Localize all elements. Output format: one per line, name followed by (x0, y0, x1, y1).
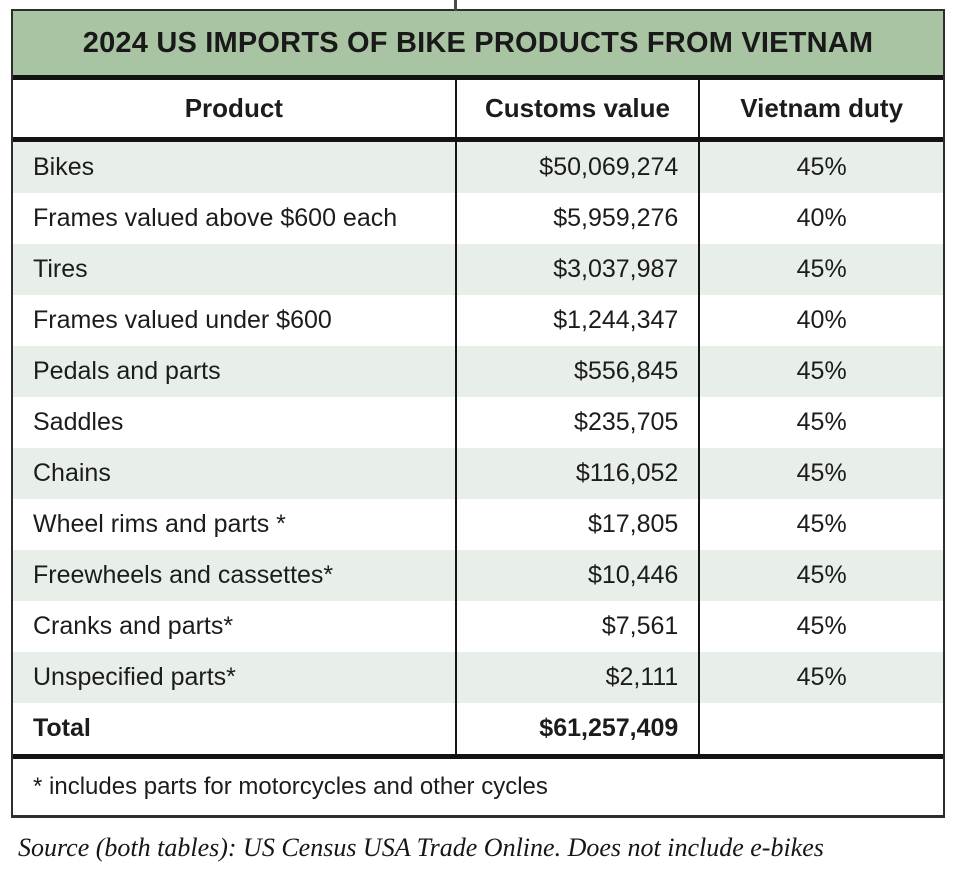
table-row (13, 652, 943, 703)
customs-value-cell: $116,052 (456, 448, 700, 499)
product-cell: Bikes (33, 153, 95, 181)
vietnam-duty-cell: 45% (699, 140, 943, 194)
vietnam-duty-cell: 40% (699, 295, 943, 346)
table-row (13, 550, 943, 601)
total-row (13, 703, 943, 757)
vietnam-duty-cell: 45% (699, 601, 943, 652)
product-cell: Tires (33, 255, 88, 283)
vietnam-duty-cell: 45% (699, 244, 943, 295)
imports-table (13, 80, 943, 815)
table-row (13, 295, 943, 346)
vietnam-duty-cell (699, 703, 943, 757)
imports-table-frame (11, 9, 945, 818)
vietnam-duty-cell: 40% (699, 193, 943, 244)
table-row (13, 499, 943, 550)
product-cell: Cranks and parts* (33, 612, 234, 640)
vietnam-duty-cell: 45% (699, 652, 943, 703)
product-cell: Frames valued under $600 (33, 306, 332, 334)
customs-value-cell: $1,244,347 (456, 295, 700, 346)
vietnam-duty-cell: 45% (699, 448, 943, 499)
vietnam-duty-column-header: Vietnam duty (699, 80, 943, 140)
customs-value-cell: $3,037,987 (456, 244, 700, 295)
customs-value-cell: $556,845 (456, 346, 700, 397)
footnote-row (13, 757, 943, 816)
customs-value-cell: $61,257,409 (456, 703, 700, 757)
table-body (13, 140, 943, 757)
top-tick-mark (454, 0, 457, 11)
product-cell: Frames valued above $600 each (33, 204, 398, 232)
table-title: 2024 US IMPORTS OF BIKE PRODUCTS FROM VIETNAM (13, 11, 943, 80)
source-note: Source (both tables): US Census USA Trade Online. Does not include e-bikes (18, 833, 824, 862)
table-footnote-row (13, 757, 943, 816)
product-cell: Pedals and parts (33, 357, 221, 385)
product-cell: Saddles (33, 408, 124, 436)
table-row (13, 244, 943, 295)
customs-value-cell: $17,805 (456, 499, 700, 550)
customs-value-column-header: Customs value (456, 80, 700, 140)
product-cell: Unspecified parts* (33, 663, 236, 691)
table-row (13, 448, 943, 499)
customs-value-cell: $235,705 (456, 397, 700, 448)
table-row (13, 601, 943, 652)
vietnam-duty-cell: 45% (699, 397, 943, 448)
customs-value-cell: $10,446 (456, 550, 700, 601)
customs-value-cell: $2,111 (456, 652, 700, 703)
product-cell: Wheel rims and parts * (33, 510, 286, 538)
table-row (13, 397, 943, 448)
table-row (13, 346, 943, 397)
product-cell: Freewheels and cassettes* (33, 561, 334, 589)
product-cell: Chains (33, 459, 111, 487)
header-row (13, 80, 943, 140)
vietnam-duty-cell: 45% (699, 499, 943, 550)
footnote-text: * includes parts for motorcycles and other cycles (13, 757, 943, 816)
bike-imports-figure (11, 9, 945, 863)
customs-value-cell: $7,561 (456, 601, 700, 652)
vietnam-duty-cell: 45% (699, 346, 943, 397)
product-cell: Total (33, 714, 91, 742)
vietnam-duty-cell: 45% (699, 550, 943, 601)
customs-value-cell: $5,959,276 (456, 193, 700, 244)
table-row (13, 140, 943, 194)
table-row (13, 193, 943, 244)
customs-value-cell: $50,069,274 (456, 140, 700, 194)
table-header (13, 80, 943, 140)
product-column-header: Product (13, 80, 456, 140)
